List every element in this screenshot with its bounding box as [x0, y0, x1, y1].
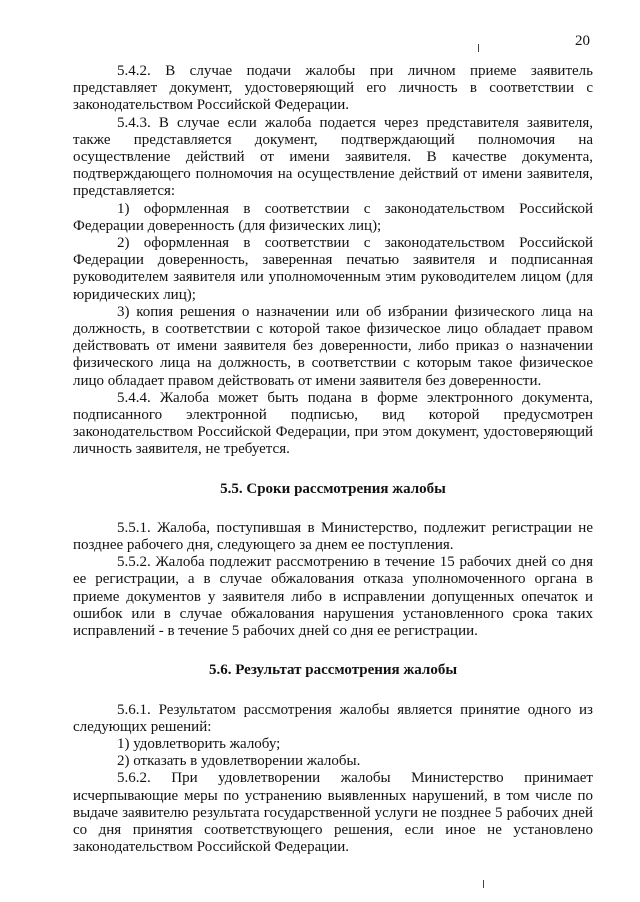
section-gap: [73, 640, 593, 662]
paragraph-5-4-3: 5.4.3. В случае если жалоба подается через представителя заявителя, также представляется документ, подтверждающий полномочия на осуществление действий от имени заявителя. В качестве документа, подтверждающего полномочия на осуществление действий от имени заявителя, представляется:: [73, 114, 593, 200]
list-item-decision-2: 2) отказать в удовлетворении жалобы.: [117, 753, 361, 770]
list-item-1-individuals: 1) оформленная в соответствии с законодательством Российской Федерации доверенность (для физических лиц);: [73, 200, 593, 234]
paragraph-5-6-1: 5.6.1. Результатом рассмотрения жалобы является принятие одного из следующих решений:: [73, 701, 593, 735]
section-heading-5-5: 5.5. Сроки рассмотрения жалобы: [220, 480, 446, 497]
section-gap: [73, 680, 593, 702]
paragraph-5-5-2: 5.5.2. Жалоба подлежит рассмотрению в течение 15 рабочих дней со дня ее регистрации, а в случае обжалования отказа уполномоченного органа в приеме документов у заявителя либо в исправлении допущенных опечаток и ошибок или в случае обжалования нарушения установленного срока таких исправлений - в течение 5 рабочих дней со дня ее регистрации.: [73, 554, 593, 640]
scan-mark: [478, 44, 479, 52]
list-item-decision-1: 1) удовлетворить жалобу;: [117, 735, 281, 752]
paragraph-5-5-1: 5.5.1. Жалоба, поступившая в Министерство, подлежит регистрации не позднее рабочего дня, следующего за днем ее поступления.: [73, 519, 593, 554]
section-gap: [73, 498, 593, 520]
page-number: 20: [575, 33, 590, 49]
list-item-2-legal-entities: 2) оформленная в соответствии с законодательством Российской Федерации доверенность, заверенная печатью заявителя и подписанная руководителем заявителя или уполномоченным этим руководителем лицом (для юридических лиц);: [73, 235, 593, 303]
paragraph-5-6-2: 5.6.2. При удовлетворении жалобы Министерство принимает исчерпывающие меры по устранению выявленных нарушений, в том числе по выдаче заявителю результата государственной услуги не позднее 5 рабочих дней со дня принятия соответствующего решения, если иное не установлено законодательством Российской Федерации.: [73, 770, 593, 856]
paragraph-5-4-4: 5.4.4. Жалоба может быть подана в форме электронного документа, подписанного электронной подписью, вид которой предусмотрен законодательством Российской Федерации, при этом документ, удостоверяющий личность заявителя, не требуется.: [73, 389, 593, 458]
paragraph-5-4-2: 5.4.2. В случае подачи жалобы при личном приеме заявитель представляет документ, удостоверяющий его личность в соответствии с законодательством Российской Федерации.: [73, 63, 593, 114]
section-heading-5-6: 5.6. Результат рассмотрения жалобы: [208, 662, 458, 679]
scan-mark: [483, 880, 484, 888]
section-gap: [73, 459, 593, 481]
list-item-3-appointment: 3) копия решения о назначении или об избрании физического лица на должность, в соответствии с которой такое физическое лицо обладает правом действовать от имени заявителя без доверенности, либо приказ о назначении физического лица на должность, в соответствии с которым такое физическое лицо обладает правом действовать от имени заявителя без доверенности.: [73, 303, 593, 389]
document-body: [73, 63, 593, 856]
